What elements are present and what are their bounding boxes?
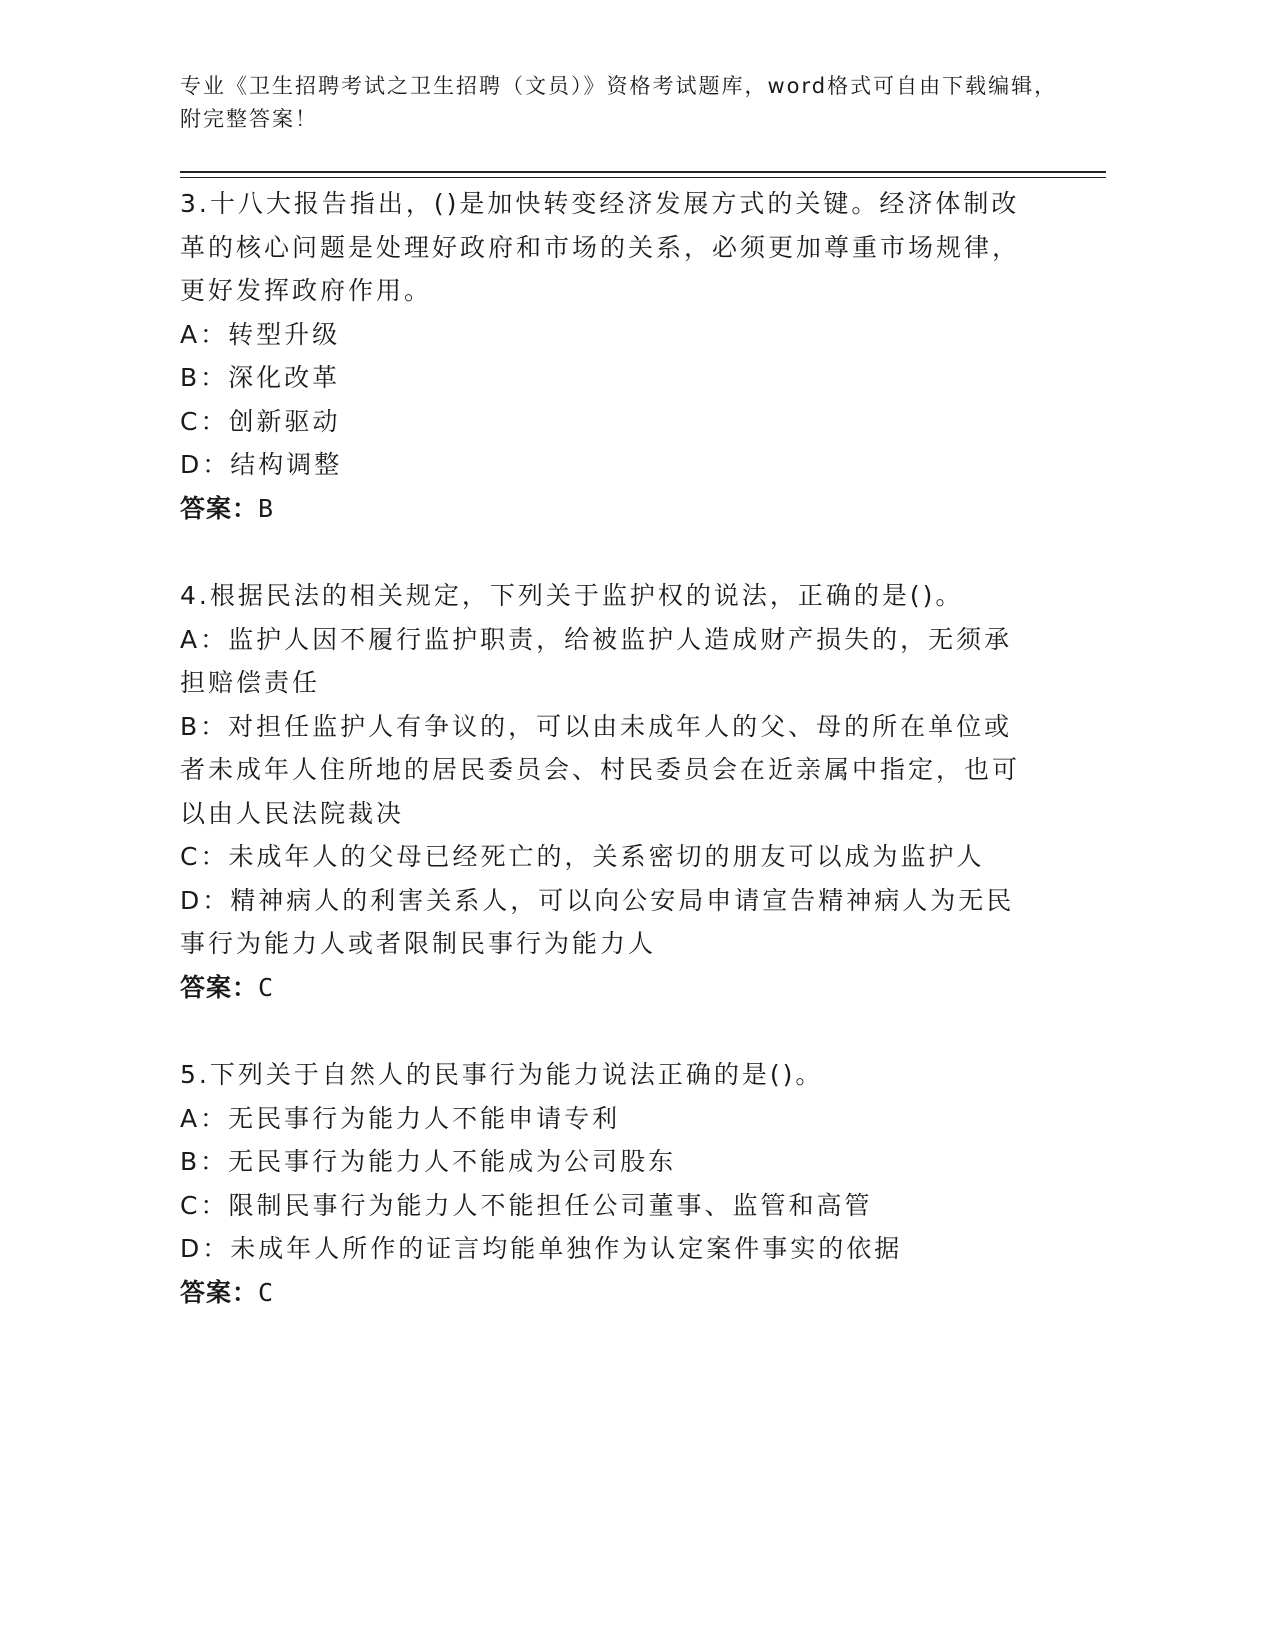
answer-value: B [258,493,275,523]
option-a: A：监护人因不履行监护职责，给被监护人造成财产损失的，无须承担赔偿责任 [180,624,1013,697]
header-divider-thick [180,171,1106,173]
answer-value: C [258,1277,275,1307]
option-c: C：创新驱动 [180,406,341,436]
option-d: D：精神病人的利害关系人，可以向公安局申请宣告精神病人为无民事行为能力人或者限制民事行为能力人 [180,885,1015,958]
header-divider-thin [180,177,1106,178]
question-3 [180,182,1060,530]
answer-line [180,966,1060,1010]
option-a: A：转型升级 [180,319,341,349]
option-c: C：限制民事行为能力人不能担任公司董事、监管和高管 [180,1190,873,1220]
document-header: 专业《卫生招聘考试之卫生招聘（文员）》资格考试题库，word格式可自由下载编辑，附完整答案！ [180,74,1058,131]
option-b: B：无民事行为能力人不能成为公司股东 [180,1147,677,1176]
answer-line [180,1271,1060,1315]
question-stem: 4.根据民法的相关规定，下列关于监护权的说法，正确的是()。 [180,581,964,610]
answer-label: 答案： [180,1277,259,1307]
question-stem: 3.十八大报告指出，()是加快转变经济发展方式的关键。经济体制改革的核心问题是处理好政府和市场的关系，必须更加尊重市场规律，更好发挥政府作用。 [180,189,1021,305]
option-c: C：未成年人的父母已经死亡的，关系密切的朋友可以成为监护人 [180,842,985,871]
answer-label: 答案： [180,493,259,523]
question-4 [180,574,1060,1009]
option-b: B：对担任监护人有争议的，可以由未成年人的父、母的所在单位或者未成年人住所地的居民委员会、村民委员会在近亲属中指定，也可以由人民法院裁决 [180,711,1021,828]
answer-label: 答案： [180,972,259,1002]
question-list [180,182,1060,1358]
question-5 [180,1053,1060,1314]
option-d: D：结构调整 [180,450,343,479]
answer-value: C [258,972,275,1002]
option-d: D：未成年人所作的证言均能单独作为认定案件事实的依据 [180,1234,903,1263]
option-b: B：深化改革 [180,363,341,392]
answer-line [180,487,1060,531]
option-a: A：无民事行为能力人不能申请专利 [180,1103,621,1133]
question-stem: 5.下列关于自然人的民事行为能力说法正确的是()。 [180,1060,824,1089]
